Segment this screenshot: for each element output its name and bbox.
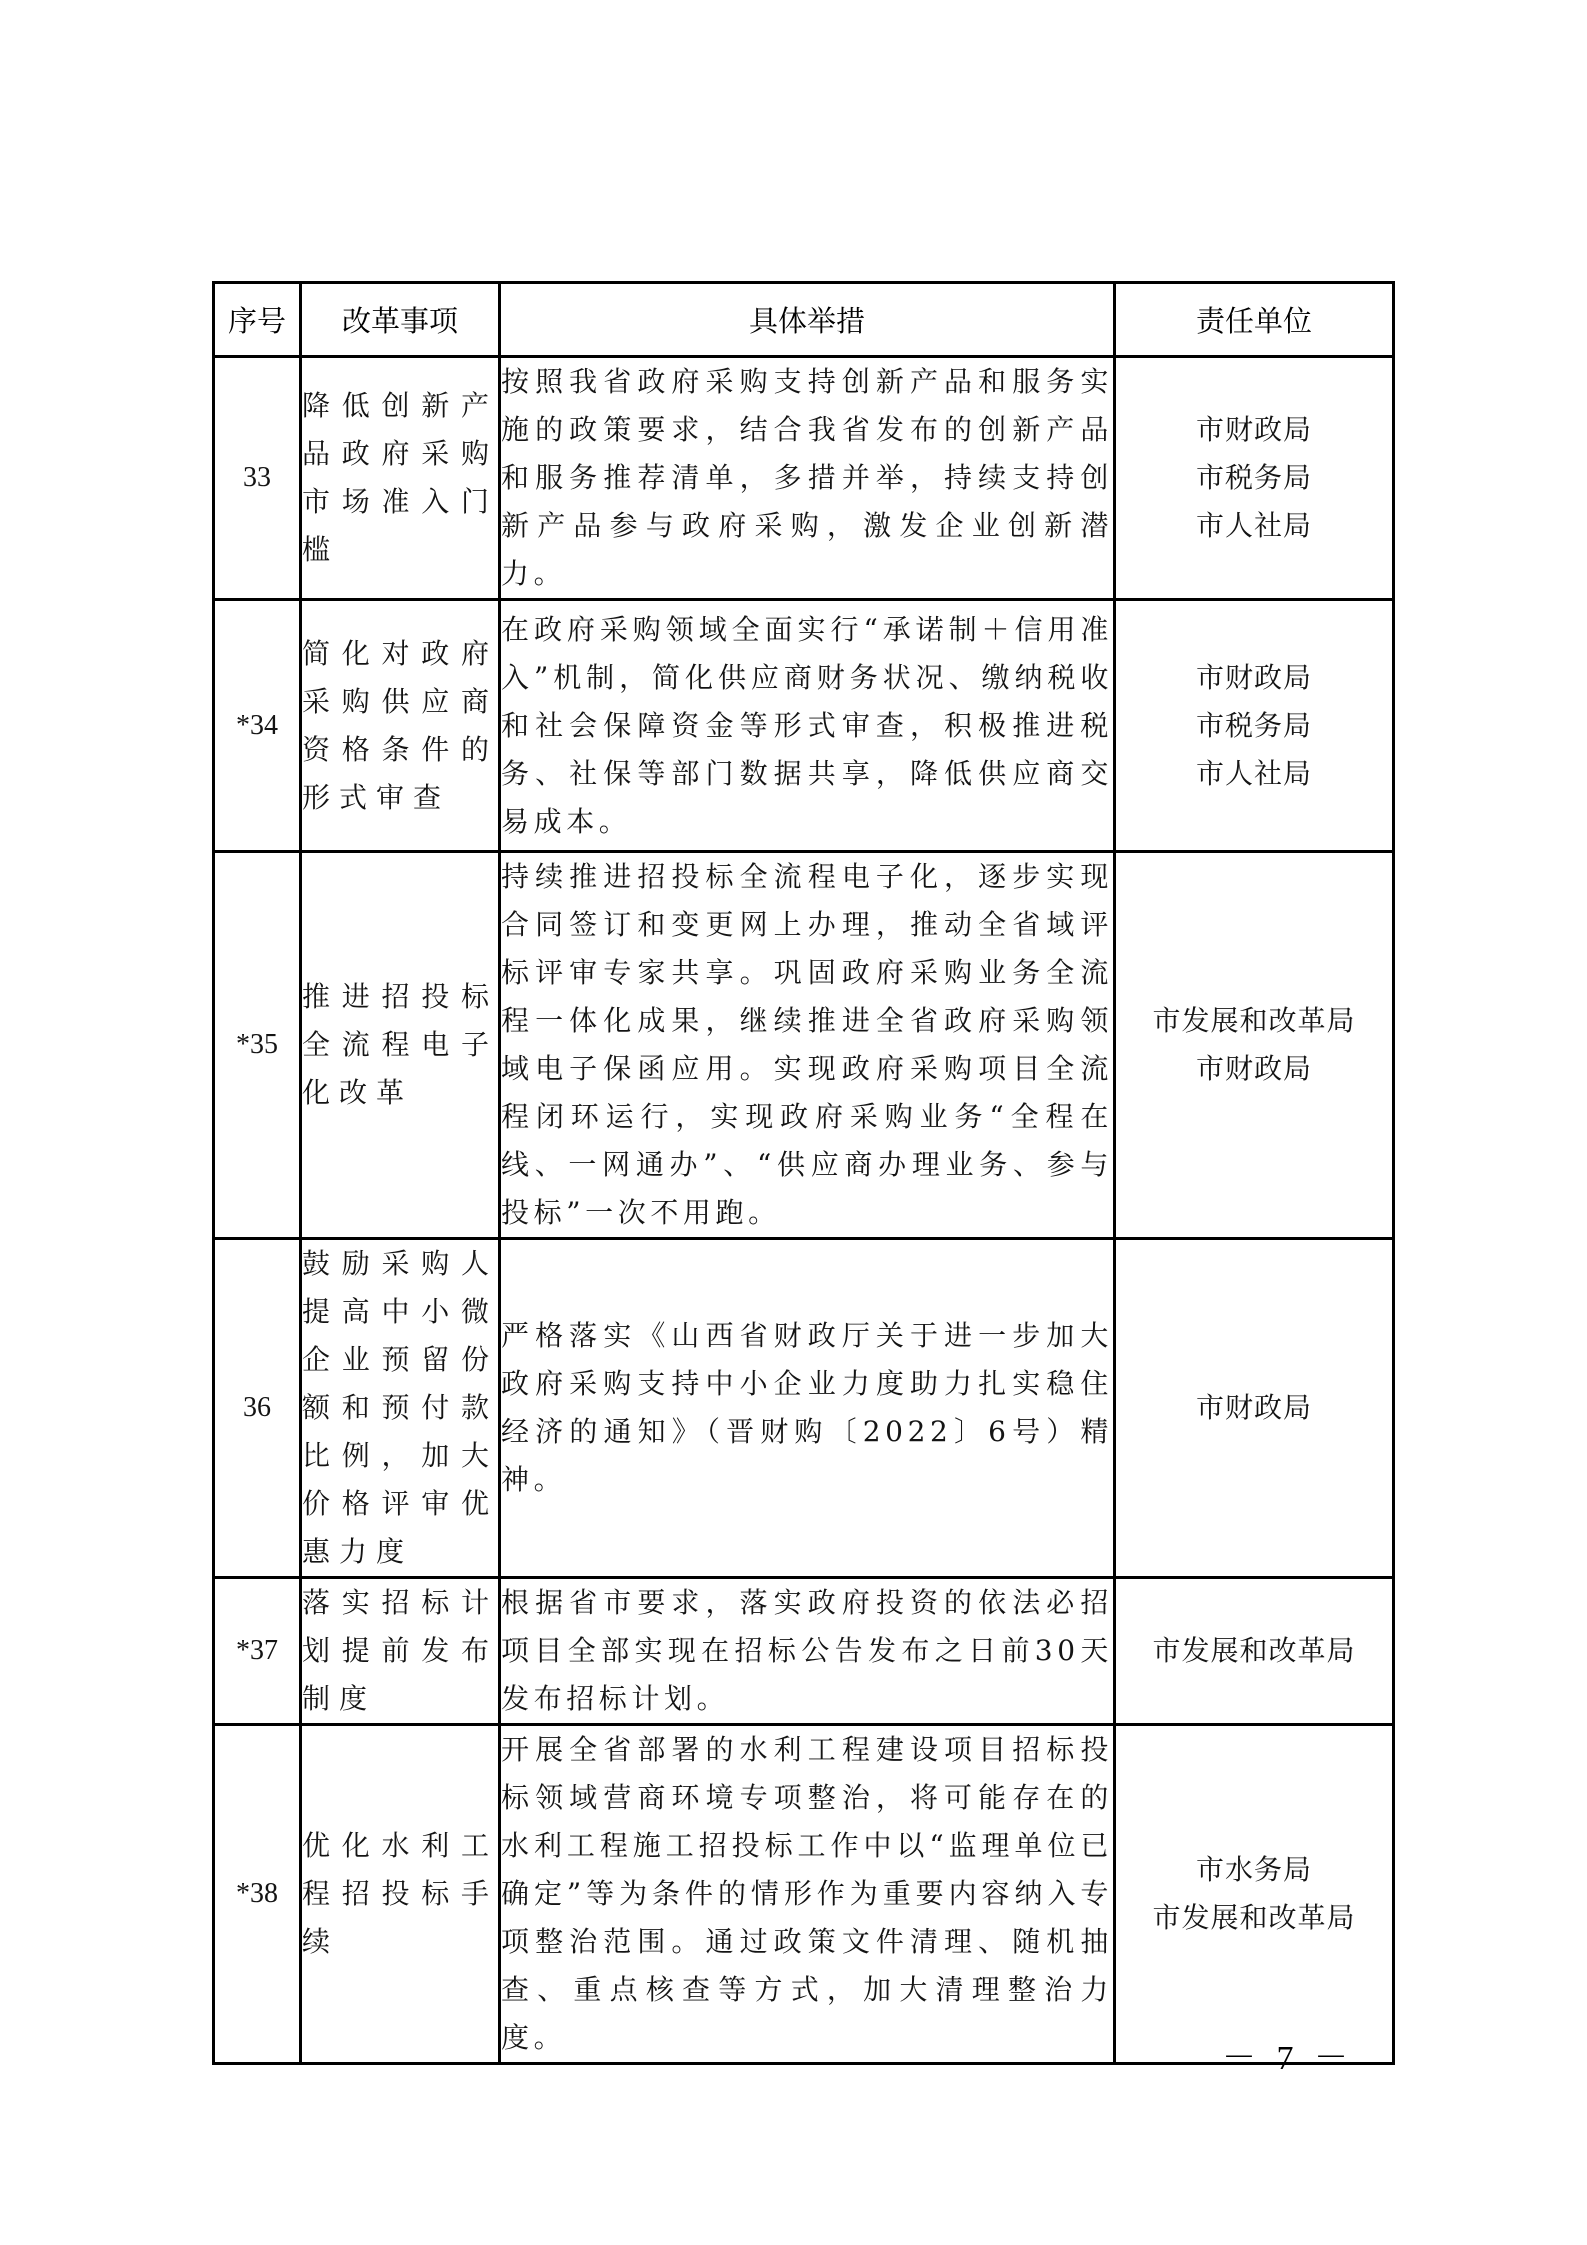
measure-text: 根据省市要求，落实政府投资的依法必招项目全部实现在招标公告发布之日前30天发布招标计划。	[501, 1586, 1113, 1715]
table-row	[214, 600, 1394, 852]
table-row	[214, 1239, 1394, 1578]
table-row	[214, 852, 1394, 1239]
measure-cell	[500, 357, 1115, 600]
responsible-unit: 市财政局	[1195, 660, 1312, 694]
reform-measures-table	[212, 281, 1395, 2065]
responsible-unit: 市财政局	[1195, 413, 1312, 446]
reform-item: 落实招标计划提前发布制度	[302, 1586, 498, 1715]
header-serial-number: 序号	[214, 283, 301, 357]
responsible-unit: 市税务局	[1195, 708, 1312, 742]
reform-item: 鼓励采购人提高中小微企业预留份额和预付款比例，加大价格评审优惠力度	[302, 1247, 498, 1568]
table-header-row	[214, 283, 1394, 357]
header-specific-measures: 具体举措	[500, 283, 1115, 357]
header-responsible-unit: 责任单位	[1115, 283, 1394, 357]
page-number: － 7 －	[1222, 2040, 1354, 2077]
responsible-unit: 市财政局	[1195, 1391, 1312, 1424]
table-row	[214, 1578, 1394, 1725]
measure-text: 在政府采购领域全面实行“承诺制＋信用准入”机制，简化供应商财务状况、缴纳税收和社会保障资金等形式审查，积极推进税务、社保等部门数据共享，降低供应商交易成本。	[501, 612, 1113, 838]
serial-number: *37	[214, 1578, 301, 1725]
responsible-unit: 市水务局	[1195, 1853, 1312, 1886]
responsible-unit-cell	[1115, 852, 1394, 1239]
serial-number: *34	[214, 600, 301, 852]
responsible-unit-cell	[1115, 357, 1394, 600]
reform-item-cell	[301, 1725, 500, 2064]
responsible-unit: 市人社局	[1195, 509, 1312, 542]
header-reform-item: 改革事项	[301, 283, 500, 357]
reform-item: 简化对政府采购供应商资格条件的形式审查	[302, 636, 498, 814]
measure-text: 严格落实《山西省财政厅关于进一步加大政府采购支持中小企业力度助力扎实稳住经济的通知》（晋财购〔2022〕6号）精神。	[501, 1319, 1113, 1496]
serial-number: 33	[214, 357, 301, 600]
responsible-unit: 市发展和改革局	[1152, 1634, 1356, 1667]
responsible-unit-cell	[1115, 1725, 1394, 2064]
responsible-unit: 市人社局	[1195, 756, 1312, 790]
responsible-unit: 市发展和改革局	[1152, 1901, 1356, 1934]
measure-text: 按照我省政府采购支持创新产品和服务实施的政策要求，结合我省发布的创新产品和服务推荐清单，多措并举，持续支持创新产品参与政府采购，激发企业创新潜力。	[501, 365, 1113, 590]
serial-number: *38	[214, 1725, 301, 2064]
reform-item: 优化水利工程招投标手续	[302, 1829, 498, 1958]
measure-cell	[500, 1239, 1115, 1578]
reform-item-cell	[301, 1578, 500, 1725]
responsible-unit-cell	[1115, 600, 1394, 852]
table-row	[214, 357, 1394, 600]
responsible-unit-cell	[1115, 1578, 1394, 1725]
measure-cell	[500, 1578, 1115, 1725]
reform-item: 降低创新产品政府采购市场准入门槛	[302, 389, 498, 566]
measure-cell	[500, 600, 1115, 852]
measure-cell	[500, 1725, 1115, 2064]
responsible-unit: 市发展和改革局	[1152, 1004, 1356, 1037]
measure-text: 开展全省部署的水利工程建设项目招标投标领域营商环境专项整治，将可能存在的水利工程施工招投标工作中以“监理单位已确定”等为条件的情形作为重要内容纳入专项整治范围。通过政策文件清理、随机抽查、重点核查等方式，加大清理整治力度。	[501, 1733, 1113, 2054]
reform-item-cell	[301, 852, 500, 1239]
measure-cell	[500, 852, 1115, 1239]
responsible-unit: 市税务局	[1195, 461, 1312, 494]
reform-item-cell	[301, 1239, 500, 1578]
responsible-unit-cell	[1115, 1239, 1394, 1578]
measure-text: 持续推进招投标全流程电子化，逐步实现合同签订和变更网上办理，推动全省域评标评审专家共享。巩固政府采购业务全流程一体化成果，继续推进全省政府采购领域电子保函应用。实现政府采购项目全流程闭环运行，实现政府采购业务“全程在线、一网通办”、“供应商办理业务、参与投标”一次不用跑。	[501, 860, 1113, 1229]
table-row	[214, 1725, 1394, 2064]
reform-item-cell	[301, 600, 500, 852]
serial-number: *35	[214, 852, 301, 1239]
responsible-unit: 市财政局	[1195, 1052, 1312, 1085]
reform-item-cell	[301, 357, 500, 600]
serial-number: 36	[214, 1239, 301, 1578]
reform-item: 推进招投标全流程电子化改革	[302, 980, 498, 1109]
